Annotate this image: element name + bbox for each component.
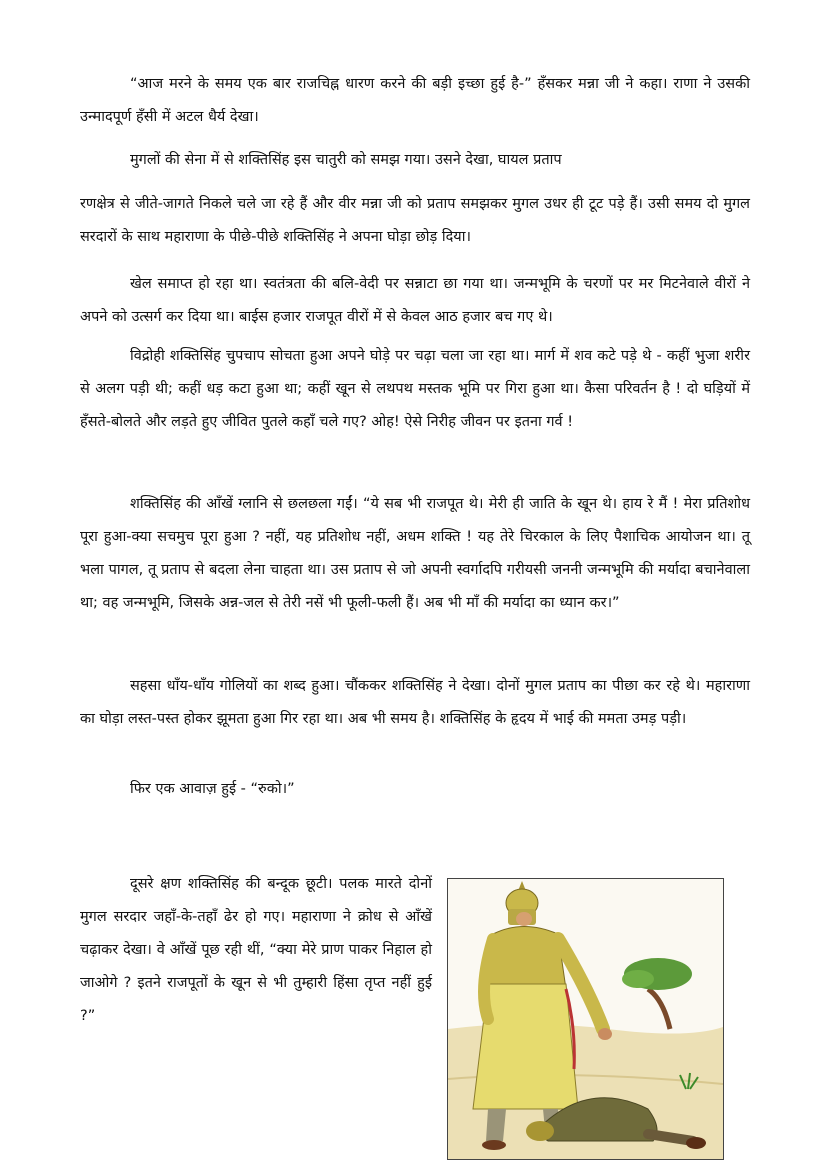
paragraph-6: शक्तिसिंह की आँखें ग्लानि से छलछला गईं। “ये सब भी राजपूत थे। मेरी ही जाति के खून थे। हाय रे मैं ! मेरा प्रतिशोध पूरा हुआ-क्या सचमुच पूरा हुआ ? नहीं, यह प्रतिशोध नहीं, अधम शक्ति ! यह तेरे चिरकाल के लिए पैशाचिक आयोजन था। तू भला पागल, तू प्रताप से बदला लेना चाहता था। उस प्रताप से जो अपनी स्वर्गादपि गरीयसी जननी जन्मभूमि की मर्यादा बचानेवाला था; वह जन्मभूमि, जिसके अन्न-जल से तेरी नसें भी फूली-फली हैं। अब भी माँ की मर्यादा का ध्यान कर।” [80,496,750,611]
paragraph-8: फिर एक आवाज़ हुई - “रुको।” [130,781,295,797]
paragraph-7: सहसा धाँय-धाँय गोलियों का शब्द हुआ। चौंककर शक्तिसिंह ने देखा। दोनों मुगल प्रताप का पीछा कर रहे थे। महाराणा का घोड़ा लस्त-पस्त होकर झूमता हुआ गिर रहा था। अब भी समय है। शक्तिसिंह के हृदय में भाई की ममता उमड़ पड़ी। [80,678,750,727]
warrior-standing-over-fallen-soldier-illustration [448,879,723,1159]
paragraph-2: मुगलों की सेना में से शक्तिसिंह इस चातुरी को समझ गया। उसने देखा, घायल प्रताप [130,152,562,168]
tree-canopy-left [622,970,654,988]
tree-trunk [648,989,670,1029]
paragraph-4: खेल समाप्त हो रहा था। स्वतंत्रता की बलि-वेदी पर सन्नाटा छा गया था। जन्मभूमि के चरणों पर मर मिटनेवाले वीरों ने अपने को उत्सर्ग कर दिया था। बाईस हजार राजपूत वीरों में से केवल आठ हजार बच गए थे। [80,276,750,325]
paragraph-5: विद्रोही शक्तिसिंह चुपचाप सोचता हुआ अपने घोड़े पर चढ़ा चला जा रहा था। मार्ग में शव कटे पड़े थे - कहीं भुजा शरीर से अलग पड़ी थी; कहीं धड़ कटा हुआ था; कहीं खून से लथपथ मस्तक भूमि पर गिरा हुआ था। कैसा परिवर्तन है ! दो घड़ियों में हँसते-बोलते और लड़ते हुए जीवित पुतले कहाँ चले गए? ओह! ऐसे निरीह जीवन पर इतना गर्व ! [80,348,750,430]
story-illustration [447,878,724,1160]
paragraph-9: दूसरे क्षण शक्तिसिंह की बन्दूक छूटी। पलक मारते दोनों मुगल सरदार जहाँ-के-तहाँ ढेर हो गए। महाराणा ने क्रोध से आँखें चढ़ाकर देखा। वे आँखें पूछ रही थीं, “क्या मेरे प्राण पाकर निहाल हो जाओगे ? इतने राजपूतों के खून से भी तुम्हारी हिंसा तृप्त नहीं हुई ?” [80,876,432,1024]
paragraph-3: रणक्षेत्र से जीते-जागते निकले चले जा रहे हैं और वीर मन्ना जी को प्रताप समझकर मुगल उधर ही टूट पड़े हैं। उसी समय दो मुगल सरदारों के साथ महाराणा के पीछे-पीछे शक्तिसिंह ने अपना घोड़ा छोड़ दिया। [80,196,750,245]
paragraph-1: “आज मरने के समय एक बार राजचिह्न धारण करने की बड़ी इच्छा हुई है-” हँसकर मन्ना जी ने कहा। राणा ने उसकी उन्मादपूर्ण हँसी में अटल धैर्य देखा। [80,76,750,125]
